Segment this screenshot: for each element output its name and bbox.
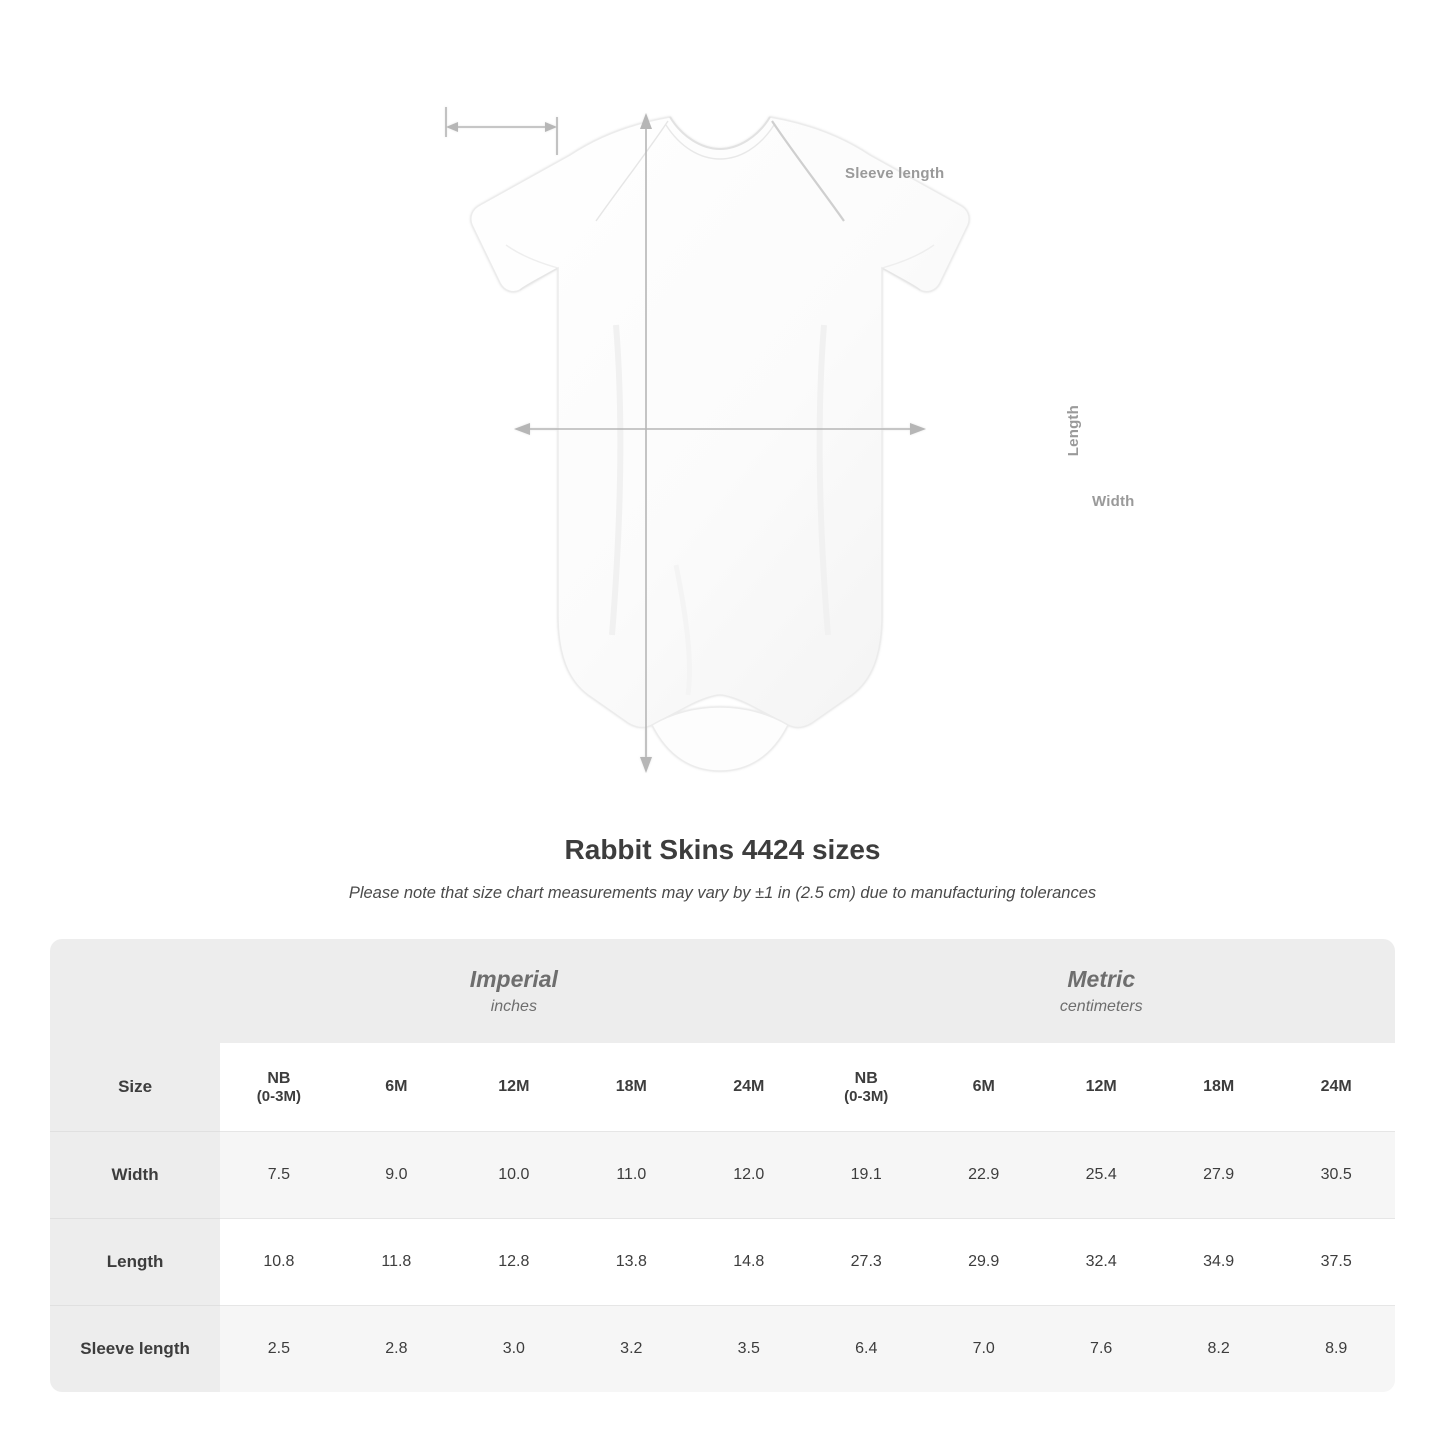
column-header-main: 18M <box>615 1078 647 1096</box>
row-label-width: Width <box>50 1132 220 1219</box>
cell-length-6m-cm: 29.9 <box>925 1219 1042 1306</box>
cell-width-12m-cm: 25.4 <box>1042 1132 1159 1219</box>
header-size-label: Size <box>50 1043 220 1132</box>
cell-width-6m-in: 9.0 <box>338 1132 455 1219</box>
unit-group-metric-name: Metric <box>1067 965 1136 992</box>
column-header-24m-metric <box>1277 1043 1395 1132</box>
column-header-main: 12M <box>498 1078 530 1096</box>
cell-length-24m-in: 14.8 <box>690 1219 807 1306</box>
cell-length-18m-in: 13.8 <box>573 1219 690 1306</box>
column-header-6m-imperial <box>338 1043 455 1132</box>
size-chart-table <box>50 939 1395 1392</box>
row-label-sleeve-length: Sleeve length <box>50 1306 220 1393</box>
column-header-main: 24M <box>733 1078 765 1096</box>
column-header-nb-imperial <box>220 1043 337 1132</box>
cell-width-nb-in: 7.5 <box>220 1132 337 1219</box>
unit-group-imperial-sub: inches <box>490 998 537 1016</box>
table-row <box>50 1306 1395 1393</box>
column-header-main: 6M <box>385 1078 408 1096</box>
table-row <box>50 1132 1395 1219</box>
column-header-main: 18M <box>1203 1078 1235 1096</box>
column-header-nb-metric <box>808 1043 925 1132</box>
cell-length-12m-cm: 32.4 <box>1042 1219 1159 1306</box>
unit-group-imperial-name: Imperial <box>469 965 558 992</box>
measurement-note: Please note that size chart measurements may vary by ±1 in (2.5 cm) due to manufacturing tolerances <box>348 884 1097 902</box>
cell-sleeve-24m-cm: 8.9 <box>1277 1306 1395 1393</box>
length-dimension-label: Length <box>1065 405 1082 457</box>
column-header-18m-imperial <box>573 1043 690 1132</box>
column-header-sub: (0-3M) <box>844 1088 889 1106</box>
cell-sleeve-12m-cm: 7.6 <box>1042 1306 1159 1393</box>
sleeve-length-dimension-label: Sleeve length <box>845 165 945 182</box>
column-header-main: NB <box>267 1069 291 1087</box>
column-header-12m-metric <box>1042 1043 1159 1132</box>
cell-width-nb-cm: 19.1 <box>808 1132 925 1219</box>
cell-length-nb-in: 10.8 <box>220 1219 337 1306</box>
column-header-18m-metric <box>1160 1043 1277 1132</box>
unit-row-corner <box>50 939 220 1043</box>
cell-width-24m-cm: 30.5 <box>1277 1132 1395 1219</box>
row-label-length: Length <box>50 1219 220 1306</box>
size-header-row <box>50 1043 1395 1132</box>
column-header-main: 12M <box>1085 1078 1117 1096</box>
column-header-main: 24M <box>1320 1078 1352 1096</box>
cell-sleeve-24m-in: 3.5 <box>690 1306 807 1393</box>
cell-length-nb-cm: 27.3 <box>808 1219 925 1306</box>
cell-length-24m-cm: 37.5 <box>1277 1219 1395 1306</box>
unit-group-metric-sub: centimeters <box>1059 998 1143 1016</box>
unit-group-row <box>50 939 1395 1043</box>
cell-width-24m-in: 12.0 <box>690 1132 807 1219</box>
cell-length-12m-in: 12.8 <box>455 1219 572 1306</box>
column-header-main: NB <box>854 1069 878 1087</box>
bodysuit-svg <box>420 95 1020 795</box>
column-header-6m-metric <box>925 1043 1042 1132</box>
column-header-main: 6M <box>972 1078 995 1096</box>
cell-sleeve-nb-cm: 6.4 <box>808 1306 925 1393</box>
unit-group-imperial <box>220 939 807 1043</box>
cell-length-6m-in: 11.8 <box>338 1219 455 1306</box>
cell-sleeve-6m-cm: 7.0 <box>925 1306 1042 1393</box>
column-header-12m-imperial <box>455 1043 572 1132</box>
bodysuit-image <box>420 95 1135 795</box>
cell-sleeve-12m-in: 3.0 <box>455 1306 572 1393</box>
column-header-sub: (0-3M) <box>256 1088 301 1106</box>
title-block <box>0 834 1445 903</box>
column-header-24m-imperial <box>690 1043 807 1132</box>
page-title: Rabbit Skins 4424 sizes <box>564 834 881 865</box>
cell-width-6m-cm: 22.9 <box>925 1132 1042 1219</box>
table-row <box>50 1219 1395 1306</box>
size-chart-table-wrapper <box>50 939 1395 1392</box>
cell-width-18m-in: 11.0 <box>573 1132 690 1219</box>
cell-sleeve-nb-in: 2.5 <box>220 1306 337 1393</box>
width-dimension-label: Width <box>1092 493 1135 510</box>
cell-sleeve-6m-in: 2.8 <box>338 1306 455 1393</box>
cell-sleeve-18m-in: 3.2 <box>573 1306 690 1393</box>
cell-sleeve-18m-cm: 8.2 <box>1160 1306 1277 1393</box>
unit-group-metric <box>808 939 1396 1043</box>
cell-width-12m-in: 10.0 <box>455 1132 572 1219</box>
cell-width-18m-cm: 27.9 <box>1160 1132 1277 1219</box>
cell-length-18m-cm: 34.9 <box>1160 1219 1277 1306</box>
